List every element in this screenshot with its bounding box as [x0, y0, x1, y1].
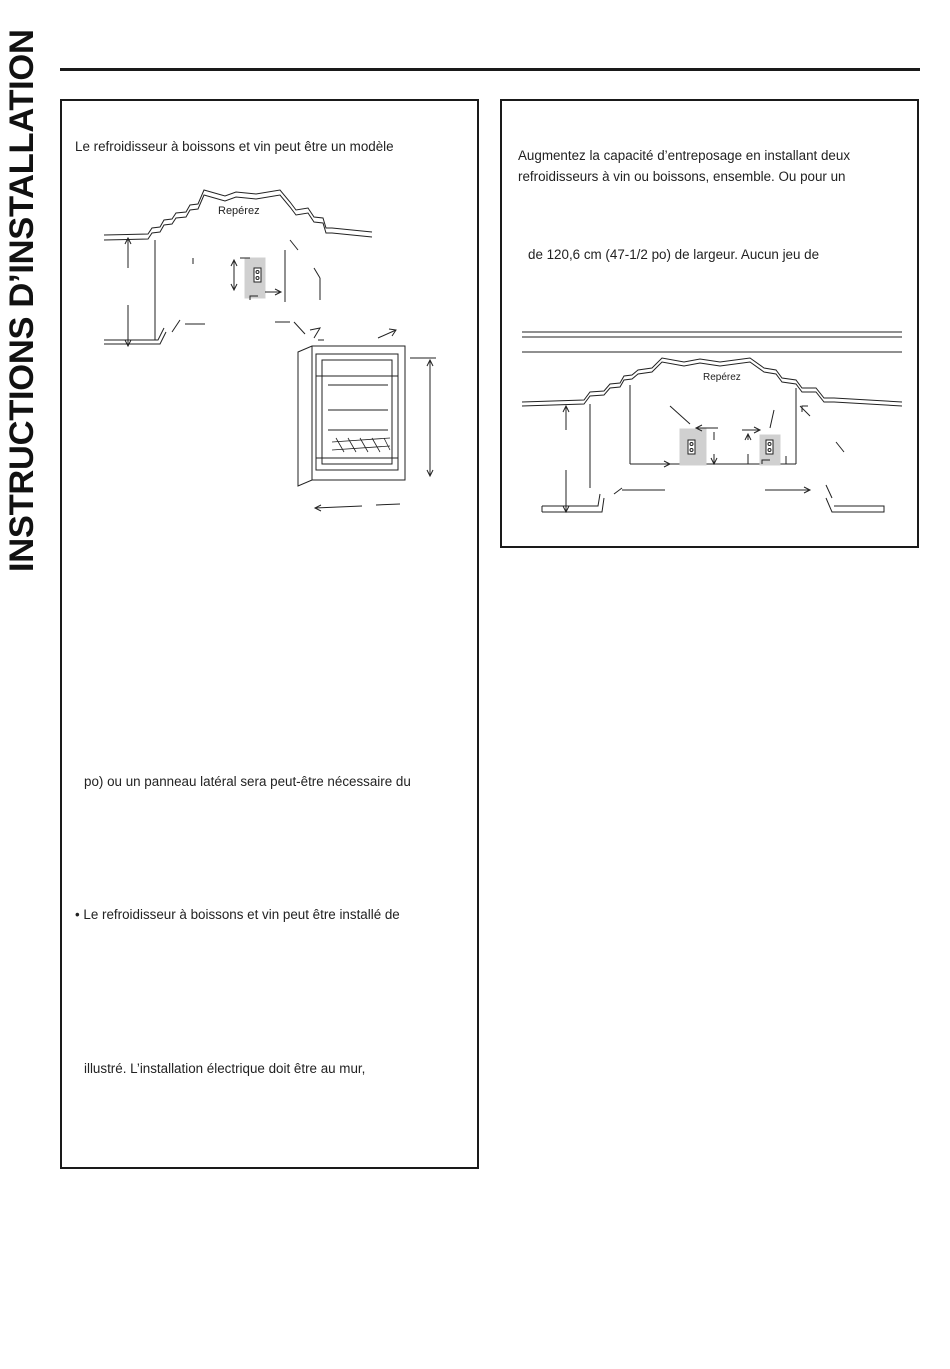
left-bullet: • Le refroidisseur à boissons et vin peut être installé de: [75, 907, 400, 922]
side-title: INSTRUCTIONS D’INSTALLATION: [3, 29, 41, 572]
right-diagram-label: Repérez: [703, 372, 741, 383]
header-rule: [60, 68, 920, 71]
single-installation-diagram: [100, 180, 400, 520]
left-paragraph-1: Le refroidisseur à boissons et vin peut être un modèle: [75, 139, 394, 154]
right-line-3: de 120,6 cm (47-1/2 po) de largeur. Aucun jeu de: [528, 247, 820, 262]
left-paragraph-2: po) ou un panneau latéral sera peut-être nécessaire du: [84, 774, 411, 789]
double-installation-diagram: [520, 330, 904, 520]
left-diagram-label: Repérez: [218, 205, 260, 217]
right-line-2: refroidisseurs à vin ou boissons, ensemble. Ou pour un: [518, 169, 846, 184]
right-line-1: Augmentez la capacité d’entreposage en installant deux: [518, 148, 851, 163]
left-paragraph-3: illustré. L’installation électrique doit être au mur,: [84, 1061, 366, 1076]
